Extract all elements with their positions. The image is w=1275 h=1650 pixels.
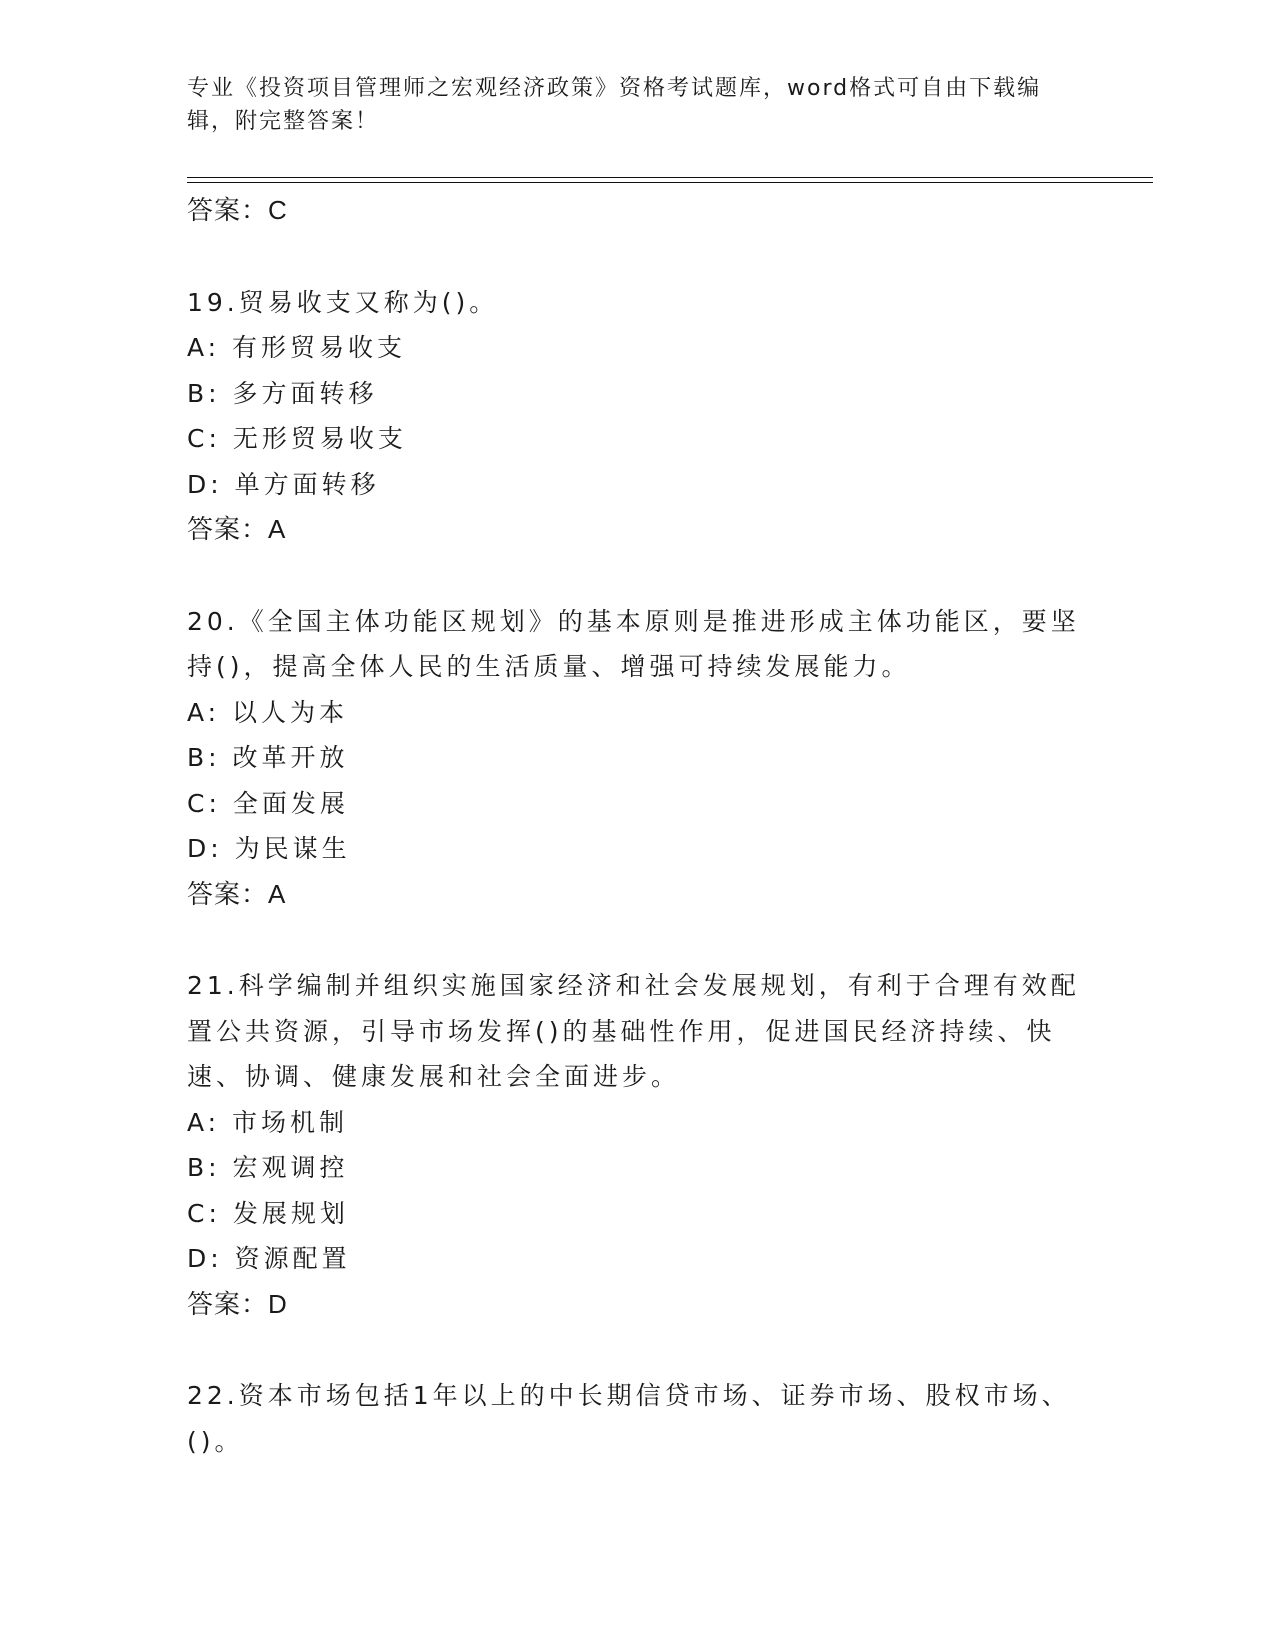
option-b: B: 宏观调控	[187, 1153, 349, 1182]
question-22	[187, 1373, 1087, 1464]
question-stem: 21.科学编制并组织实施国家经济和社会发展规划，有利于合理有效配置公共资源，引导市场发挥()的基础性作用，促进国民经济持续、快速、协调、健康发展和社会全面进步。	[187, 971, 1080, 1091]
option-c: C: 无形贸易收支	[187, 424, 407, 453]
spacer	[187, 234, 1087, 280]
option-d: D: 单方面转移	[187, 469, 380, 499]
question-21	[187, 963, 1087, 1327]
option-c: C: 发展规划	[187, 1198, 349, 1228]
document-header: 专业《投资项目管理师之宏观经济政策》资格考试题库，word格式可自由下载编辑，附完整答案！	[187, 76, 1042, 134]
question-19	[187, 280, 1087, 553]
header-divider-bottom	[187, 182, 1153, 183]
question-stem: 22.资本市场包括1年以上的中长期信贷市场、证券市场、股权市场、()。	[187, 1381, 1071, 1456]
question-list	[187, 188, 1087, 1464]
question-stem: 20.《全国主体功能区规划》的基本原则是推进形成主体功能区，要坚持()，提高全体人民的生活质量、增强可持续发展能力。	[187, 606, 1080, 681]
spacer	[187, 917, 1087, 963]
spacer	[187, 1327, 1087, 1373]
option-d: D: 为民谋生	[187, 834, 351, 863]
answer-line: 答案：A	[187, 514, 287, 544]
option-a: A: 市场机制	[187, 1107, 349, 1137]
answer-line: 答案：A	[187, 878, 287, 909]
answer-line: 答案：D	[187, 1288, 288, 1319]
option-b: B: 改革开放	[187, 743, 349, 772]
option-c: C: 全面发展	[187, 788, 349, 818]
option-b: B: 多方面转移	[187, 378, 378, 408]
option-d: D: 资源配置	[187, 1244, 351, 1273]
option-a: A: 以人为本	[187, 697, 349, 727]
answer-line: 答案：C	[187, 195, 288, 225]
option-a: A: 有形贸易收支	[187, 333, 407, 362]
spacer	[187, 553, 1087, 599]
header-divider-top	[187, 177, 1153, 178]
question-stem: 19.贸易收支又称为()。	[187, 287, 499, 317]
question-20	[187, 599, 1087, 918]
